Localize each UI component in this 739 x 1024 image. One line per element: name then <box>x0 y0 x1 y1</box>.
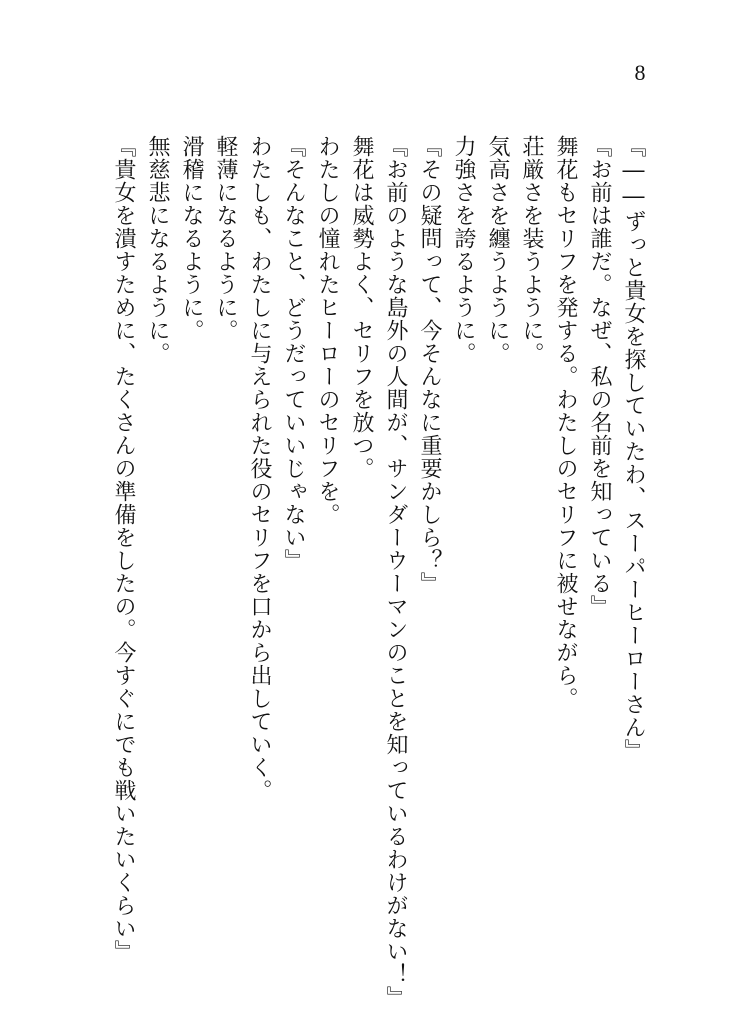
text-line-8: 『お前のような島外の人間が、サンダーウーマンのことを知っているわけがない！』 <box>383 135 408 1009</box>
text-line-7: 『その疑問って、今そんなに重要かしら？』 <box>417 135 442 595</box>
page-number: 8 <box>634 60 646 85</box>
text-line-12: わたしも、わたしに与えられた役のセリフを口から出していく。 <box>247 135 272 802</box>
text-line-3: 舞花もセリフを発する。わたしのセリフに被せながら。 <box>553 135 578 710</box>
text-line-13: 軽薄になるように。 <box>213 135 238 342</box>
text-line-5: 気高さを纏うように。 <box>485 135 510 365</box>
text-line-16: 『貴女を潰すために、たくさんの準備をしたの。今すぐにでも戦いたいくらい』 <box>111 135 136 963</box>
text-line-10: わたしの憧れたヒーローのセリフを。 <box>315 135 340 526</box>
text-line-11: 『そんなこと、どうだっていいじゃない』 <box>281 135 306 572</box>
text-line-9: 舞花は威勢よく、セリフを放つ。 <box>349 135 374 480</box>
text-line-4: 荘厳さを装うように。 <box>519 135 544 365</box>
text-line-2: 『お前は誰だ。なぜ、私の名前を知っている』 <box>587 135 612 618</box>
body-text <box>111 135 650 1009</box>
text-line-6: 力強さを誇るように。 <box>451 135 476 365</box>
text-line-1: 『――ずっと貴女を探していたわ、スーパーヒーローさん』 <box>621 135 646 762</box>
text-line-15: 無慈悲になるように。 <box>145 135 170 365</box>
text-line-14: 滑稽になるように。 <box>179 135 204 342</box>
